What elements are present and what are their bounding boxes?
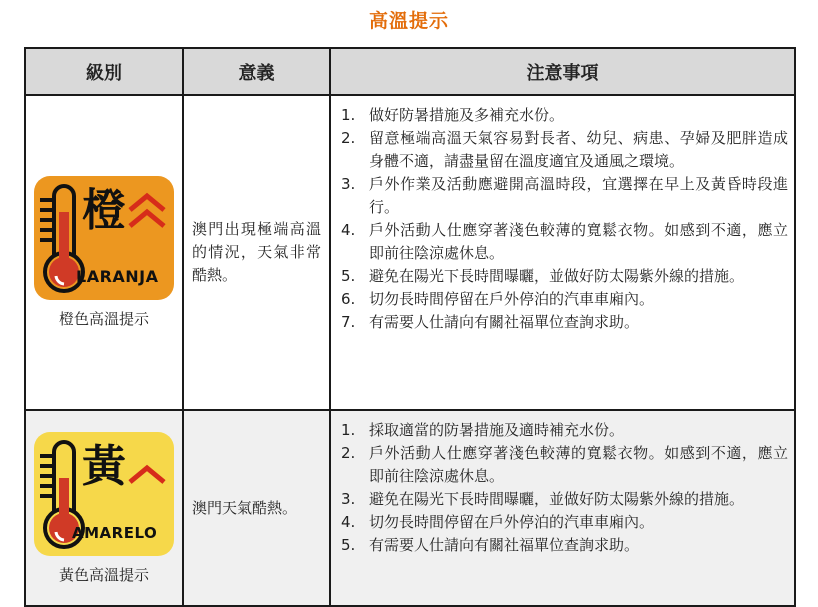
table-header-row — [25, 48, 795, 95]
header-level: 級別 — [25, 48, 183, 95]
orange-icon-word: LARANJA — [76, 267, 159, 286]
list-item: 5. 有需要人仕請向有關社福單位查詢求助。 — [341, 536, 640, 554]
meaning-cell-yellow: 澳門天氣酷熱。 — [183, 410, 330, 606]
table-row-orange — [25, 95, 795, 410]
notes-cell-yellow — [330, 410, 795, 606]
list-item: 4. 切勿長時間停留在戶外停泊的汽車車廂內。 — [341, 513, 655, 531]
notes-cell-orange — [330, 95, 795, 410]
header-meaning: 意義 — [183, 48, 330, 95]
list-item: 5. 避免在陽光下長時間曝曬，並做好防太陽紫外線的措施。 — [341, 267, 745, 285]
yellow-heat-icon — [34, 432, 174, 556]
table-row-yellow — [25, 410, 795, 606]
list-item: 1. 採取適當的防暑措施及適時補充水份。 — [341, 421, 625, 439]
heat-warning-table — [24, 47, 796, 607]
orange-icon-char: 橙 — [82, 185, 126, 236]
list-item: 2. 戶外活動人仕應穿著淺色較薄的寬鬆衣物。如感到不適，應立即前往陰涼處休息。 — [341, 444, 788, 485]
list-item: 3. 戶外作業及活動應避開高溫時段，宜選擇在早上及黃昏時段進行。 — [341, 175, 788, 216]
notes-list-yellow — [341, 419, 788, 557]
header-notes: 注意事項 — [330, 48, 795, 95]
yellow-icon-char: 黃 — [82, 440, 126, 492]
list-item: 3. 避免在陽光下長時間曝曬，並做好防太陽紫外線的措施。 — [341, 490, 745, 508]
level-cell-orange — [25, 95, 183, 410]
orange-heat-icon — [34, 176, 174, 300]
notes-list-orange — [341, 104, 788, 334]
yellow-icon-word: AMARELO — [72, 523, 158, 542]
level-cell-yellow — [25, 410, 183, 606]
list-item: 1. 做好防暑措施及多補充水份。 — [341, 106, 565, 124]
list-item: 6. 切勿長時間停留在戶外停泊的汽車車廂內。 — [341, 290, 655, 308]
level-label-orange: 橙色高溫提示 — [58, 310, 149, 328]
list-item: 7. 有需要人仕請向有關社福單位查詢求助。 — [341, 313, 640, 331]
list-item: 2. 留意極端高溫天氣容易對長者、幼兒、病患、孕婦及肥胖造成身體不適，請盡量留在溫度適宜及通風之環境。 — [341, 129, 788, 170]
meaning-cell-orange: 澳門出現極端高溫的情況，天氣非常酷熱。 — [183, 95, 330, 410]
page-title: 高溫提示 — [368, 10, 449, 32]
level-label-yellow: 黃色高溫提示 — [58, 565, 149, 584]
list-item: 4. 戶外活動人仕應穿著淺色較薄的寬鬆衣物。如感到不適，應立即前往陰涼處休息。 — [341, 221, 788, 262]
